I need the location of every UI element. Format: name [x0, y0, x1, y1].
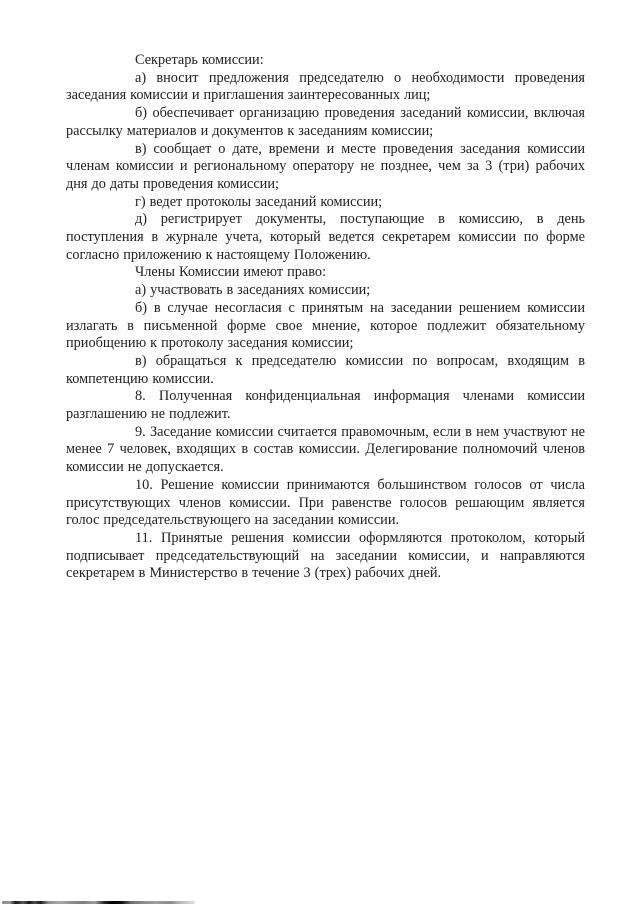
paragraph-item-9: 9. Заседание комиссии считается правомочным, если в нем участвуют не менее 7 человек, входящих в состав комиссии. Делегирование полномочий членов комиссии не допускается. [66, 423, 585, 476]
paragraph-secretary-g: г) ведет протоколы заседаний комиссии; [135, 193, 383, 210]
paragraph-secretary-d: д) регистрирует документы, поступающие в комиссию, в день поступления в журнале учета, который ведется секретарем комиссии по форме согласно приложению к настоящему Положению. [66, 211, 585, 263]
scan-artifact-line [2, 901, 195, 904]
paragraph-secretary-b: б) обеспечивает организацию проведения заседаний комиссии, включая рассылку материалов и документов к заседаниям комиссии; [66, 105, 585, 139]
paragraph-members-a: а) участвовать в заседаниях комиссии; [135, 282, 371, 299]
paragraph-item-8: 8. Полученная конфиденциальная информация членами комиссии разглашению не подлежит. [66, 388, 585, 423]
paragraph-item-11: 11. Принятые решения комиссии оформляются протоколом, который подписывает председательствующий на заседании комиссии, и направляются секретарем в Министерство в течение 3 (трех) рабочих дней. [66, 529, 585, 582]
document-body [66, 52, 585, 583]
paragraph-members-heading: Члены Комиссии имеют право: [135, 264, 327, 281]
paragraph-secretary-a: а) вносит предложения председателю о необходимости проведения заседания комиссии и приглашения заинтересованных лиц; [66, 69, 585, 104]
paragraph-members-v: в) обращаться к председателю комиссии по вопросам, входящим в компетенцию комиссии. [66, 352, 585, 387]
paragraph-secretary-v: в) сообщает о дате, времени и месте проведения заседания комиссии членам комиссии и региональному оператору не позднее, чем за 3 (три) рабочих дня до даты проведения комиссии; [66, 140, 585, 192]
paragraph-item-10: 10. Решение комиссии принимаются большинством голосов от числа присутствующих членов комиссии. При равенстве голосов решающим является голос председательствующего на заседании комиссии. [66, 476, 585, 529]
paragraph-members-b: б) в случае несогласия с принятым на заседании решением комиссии излагать в письменной форме свое мнение, которое подлежит обязательному приобщению к протоколу заседания комиссии; [66, 299, 585, 352]
paragraph-secretary-heading: Секретарь комиссии: [135, 52, 264, 68]
